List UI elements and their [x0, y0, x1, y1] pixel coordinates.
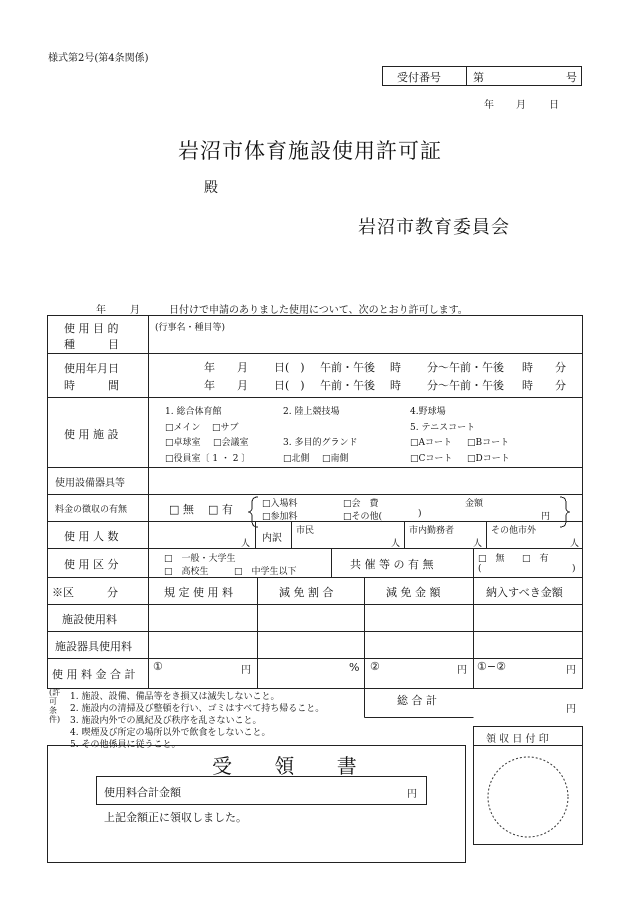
facility-gym: 1. 総合体育館	[165, 407, 222, 417]
intro-text: 日付けで申請のありました使用について、次のとおり許可します。	[169, 305, 468, 316]
other-city-unit: 人	[570, 539, 580, 549]
category-junior[interactable]: □ 中学生以下	[234, 567, 297, 577]
stamp-circle	[488, 757, 568, 837]
condition-4: 4. 喫煙及び所定の場所以外で飲食をしないこと。	[70, 728, 271, 738]
receipt-stamp-label: 領 収 日 付 印	[486, 734, 549, 745]
condition-1: 1. 施設、設備、備品等をき損又は滅失しないこと。	[70, 692, 280, 702]
facility-gym-meeting[interactable]: □会議室	[213, 438, 249, 448]
facility-gym-main[interactable]: □メイン	[165, 423, 201, 433]
purpose-label: 使 用 目 的	[64, 322, 119, 335]
cohost-none[interactable]: □ 無	[478, 554, 505, 564]
dt1-year: 年	[204, 361, 215, 374]
category-high[interactable]: □ 高校生	[164, 567, 209, 577]
conditions-label: (許可条件)	[49, 688, 61, 724]
row-equipment-fee: 施設器具使用料	[55, 640, 132, 653]
dt2-month: 月	[237, 379, 248, 392]
facility-gym-sub[interactable]: □サブ	[212, 423, 239, 433]
cohost-label: 共 催 等 の 有 無	[350, 558, 434, 571]
condition-5: 5. その他係員に従うこと。	[70, 740, 181, 750]
document-title: 岩沼市体育施設使用許可証	[178, 139, 442, 163]
date-day: 日	[549, 100, 559, 111]
datetime-label-2: 時 間	[64, 379, 119, 392]
dt2-min2: 分	[555, 379, 566, 392]
condition-2: 2. 施設内の清掃及び整頓を行い、ゴミはすべて持ち帰ること。	[70, 704, 325, 714]
facility-gym-table[interactable]: □卓球室	[165, 438, 201, 448]
fee-participation[interactable]: □参加料	[262, 512, 298, 522]
condition-3: 3. 施設内外での風紀及び秩序を乱さないこと。	[70, 716, 262, 726]
receipt-title: 受 領 書	[212, 754, 375, 778]
facility-tennis: 5. テニスコート	[410, 423, 476, 433]
fee-label: 料金の徴収の有無	[55, 505, 128, 515]
row-facility-fee: 施設使用料	[62, 613, 117, 626]
grand-total-yen: 円	[566, 704, 576, 715]
dt1-day: 日( )	[274, 361, 305, 374]
dt2-min: 分〜午前・午後	[427, 379, 504, 392]
other-city-label: その他市外	[491, 526, 537, 536]
total-yen-2: 円	[457, 665, 467, 676]
fee-admission[interactable]: □入場料	[262, 499, 298, 509]
category-label: 使 用 区 分	[64, 558, 119, 571]
people-label: 使 用 人 数	[64, 530, 119, 543]
reception-label: 受付番号	[397, 71, 441, 84]
intro-year: 年	[96, 305, 106, 316]
dt1-month: 月	[237, 361, 248, 374]
fee-amount-label: 金額	[465, 499, 484, 509]
cohost-yes[interactable]: □ 有	[522, 554, 549, 564]
dt2-ampm: 午前・午後	[320, 379, 375, 392]
fee-other[interactable]: □その他(	[343, 512, 383, 522]
receipt-total-label: 使用料合計金額	[104, 786, 181, 799]
city-worker-label: 市内勤務者	[409, 526, 455, 536]
facility-court-d[interactable]: □Dコート	[467, 454, 510, 464]
header-kubun: ※区 分	[52, 586, 118, 599]
dt1-ampm: 午前・午後	[320, 361, 375, 374]
cohost-open: (	[478, 564, 482, 574]
facility-track[interactable]: 2. 陸上競技場	[283, 407, 340, 417]
row-total-fee: 使 用 料 金 合 計	[52, 668, 136, 681]
fee-yen: 円	[541, 512, 551, 522]
reception-dai: 第	[473, 71, 484, 84]
reception-go: 号	[566, 71, 577, 84]
dt1-hour2: 時	[522, 361, 533, 374]
facility-multi: 3. 多目的グランド	[283, 438, 358, 448]
dt2-year: 年	[204, 379, 215, 392]
mark-2: ②	[370, 660, 380, 673]
fee-yes[interactable]: □ 有	[208, 503, 233, 516]
fee-membership[interactable]: □会 費	[343, 499, 379, 509]
breakdown-label: 内訳	[262, 533, 282, 544]
dt2-hour2: 時	[522, 379, 533, 392]
dt2-hour: 時	[390, 379, 401, 392]
dt1-hour: 時	[390, 361, 401, 374]
date-year: 年	[484, 100, 494, 111]
datetime-label: 使用年月日	[64, 362, 119, 375]
rate-percent: %	[349, 661, 360, 674]
citizen-unit: 人	[391, 539, 401, 549]
dt1-min2: 分	[555, 361, 566, 374]
dt2-day: 日( )	[274, 379, 305, 392]
grand-total-label: 総 合 計	[397, 694, 437, 707]
intro-month: 月	[130, 305, 140, 316]
city-worker-unit: 人	[473, 539, 483, 549]
header-fee: 規 定 使 用 料	[164, 586, 233, 599]
dt1-min: 分〜午前・午後	[427, 361, 504, 374]
total-yen-3: 円	[566, 665, 576, 676]
facility-court-a[interactable]: □Aコート	[410, 438, 453, 448]
facility-multi-south[interactable]: □南側	[322, 454, 349, 464]
issuer: 岩沼市教育委員会	[358, 217, 510, 238]
total-yen-1: 円	[241, 665, 251, 676]
facility-multi-north[interactable]: □北側	[283, 454, 310, 464]
purpose-note: (行事名・種目等)	[155, 323, 226, 333]
facility-baseball[interactable]: 4.野球場	[410, 407, 446, 417]
form-number: 様式第2号(第4条関係)	[48, 53, 149, 64]
mark-diff: ①−②	[477, 660, 506, 673]
fee-none[interactable]: □ 無	[169, 503, 194, 516]
receipt-confirm: 上記金額正に領収しました。	[104, 811, 247, 824]
receipt-yen: 円	[407, 789, 417, 800]
equipment-label: 使用設備器具等	[55, 478, 125, 489]
citizen-label: 市民	[296, 526, 315, 536]
mark-1: ①	[153, 660, 163, 673]
date-month: 月	[516, 100, 526, 111]
facility-court-c[interactable]: □Cコート	[410, 454, 453, 464]
fee-other-close: )	[418, 509, 422, 519]
cohost-close: )	[572, 564, 576, 574]
facility-gym-officer[interactable]: □役員室〔 1 ・ 2 〕	[165, 454, 251, 464]
facility-label: 使 用 施 設	[64, 428, 119, 441]
category-general[interactable]: □ 一般・大学生	[164, 554, 236, 564]
header-due: 納入すべき金額	[486, 586, 563, 599]
header-rate: 減 免 割 合	[279, 586, 334, 599]
addressee-suffix: 殿	[204, 180, 218, 196]
purpose-label-2: 種 目	[64, 338, 119, 351]
facility-court-b[interactable]: □Bコート	[467, 438, 510, 448]
people-total-unit: 人	[241, 539, 251, 549]
header-amount: 減 免 金 額	[386, 586, 441, 599]
